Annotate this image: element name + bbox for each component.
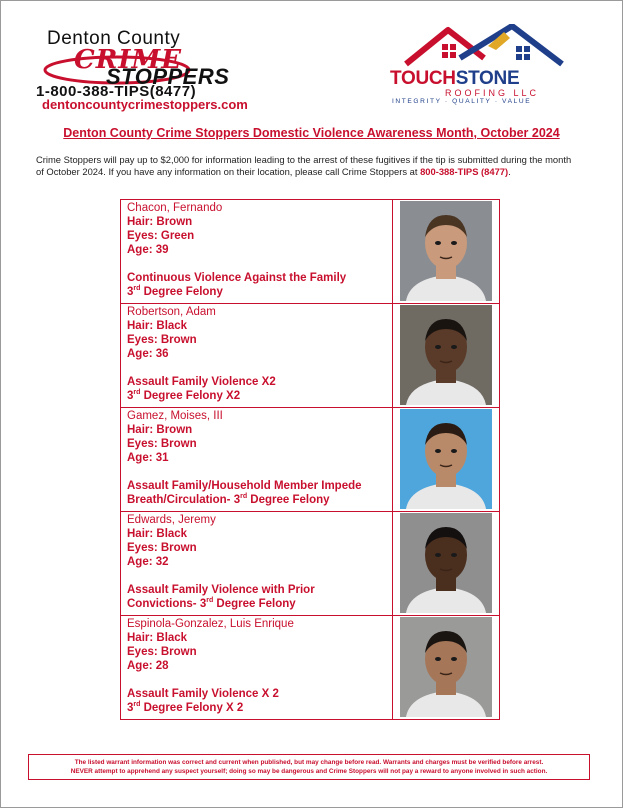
fugitive-charge-degree: 3rd Degree Felony [127, 285, 223, 298]
fugitive-charge: Assault Family Violence X 2 [127, 688, 279, 700]
fugitive-info [121, 408, 393, 512]
fugitive-row [121, 200, 500, 304]
fugitive-hair: Hair: Black [127, 632, 188, 644]
touchstone-name: TOUCHSTONE [390, 68, 520, 89]
logo-phone-text: 1-800-388-TIPS(8477) [36, 83, 197, 100]
fugitive-eyes: Eyes: Brown [127, 334, 197, 346]
fugitive-name: Gamez, Moises, III [127, 410, 223, 422]
fugitive-hair: Hair: Brown [127, 216, 193, 228]
roof-icon [404, 24, 564, 70]
fugitive-eyes: Eyes: Green [127, 230, 195, 242]
intro-paragraph: Crime Stoppers will pay up to $2,000 for information leading to the arrest of these fugitives if the tip is submitted during the month of October 2024. If you have any information on their location, please call Crime Stoppers at 800-388-TIPS (8477). [36, 154, 572, 177]
mugshot-photo [400, 513, 492, 613]
fugitive-hair: Hair: Brown [127, 424, 193, 436]
fugitive-hair: Hair: Black [127, 528, 188, 540]
mugshot-photo [400, 617, 492, 717]
fugitive-row [121, 408, 500, 512]
logo-county-text: Denton County [47, 28, 181, 49]
fugitive-age: Age: 32 [127, 556, 169, 568]
fugitive-info [121, 512, 393, 616]
fugitive-name: Espinola-Gonzalez, Luis Enrique [127, 618, 294, 630]
fugitive-age: Age: 31 [127, 452, 169, 464]
fugitive-eyes: Eyes: Brown [127, 438, 197, 450]
fugitive-table [120, 199, 500, 720]
fugitive-eyes: Eyes: Brown [127, 542, 197, 554]
fugitive-photo-cell [393, 408, 500, 512]
fugitive-info [121, 200, 393, 304]
fugitive-photo-cell [393, 200, 500, 304]
fugitive-info [121, 616, 393, 720]
fugitive-charge-degree: 3rd Degree Felony X2 [127, 389, 241, 402]
page-title: Denton County Crime Stoppers Domestic Violence Awareness Month, October 2024 [63, 126, 560, 140]
touchstone-sub: ROOFING LLC [445, 88, 540, 98]
touchstone-roofing-logo [390, 24, 576, 108]
fugitive-charge: Assault Family Violence with Prior [127, 584, 315, 596]
mugshot-photo [400, 409, 492, 509]
logo-url-text: dentoncountycrimestoppers.com [42, 97, 248, 112]
logo-stoppers-text: STOPPERS [106, 64, 230, 89]
fugitive-photo-cell [393, 616, 500, 720]
fugitive-photo-cell [393, 512, 500, 616]
touchstone-tagline: INTEGRITY · QUALITY · VALUE [392, 98, 532, 105]
disclaimer-line-1: The listed warrant information was correct and current when published, but may change before read. Warrants and charges must be verified before arrest. [74, 759, 544, 766]
fugitive-name: Edwards, Jeremy [127, 514, 216, 526]
fugitive-charge: Continuous Violence Against the Family [127, 272, 347, 284]
mugshot-photo [400, 201, 492, 301]
mugshot-photo [400, 305, 492, 405]
fugitive-row [121, 512, 500, 616]
fugitive-charge-degree: Breath/Circulation- 3rd Degree Felony [127, 493, 330, 506]
fugitive-charge: Assault Family Violence X2 [127, 376, 276, 388]
fugitive-charge-degree: Convictions- 3rd Degree Felony [127, 597, 296, 610]
fugitive-name: Robertson, Adam [127, 306, 216, 318]
fugitive-eyes: Eyes: Brown [127, 646, 197, 658]
disclaimer-box [28, 754, 590, 780]
fugitive-name: Chacon, Fernando [127, 202, 223, 214]
fugitive-age: Age: 28 [127, 660, 169, 672]
crime-stoppers-logo [36, 28, 296, 110]
fugitive-row [121, 616, 500, 720]
disclaimer-line-2: NEVER attempt to apprehend any suspect yourself; doing so may be dangerous and Crime Stoppers will not pay a reward to anyone involved in such action. [70, 768, 548, 775]
fugitive-age: Age: 36 [127, 348, 169, 360]
fugitive-charge-degree: 3rd Degree Felony X 2 [127, 701, 244, 714]
logo-crime-text: CRIME [74, 45, 183, 75]
fugitive-photo-cell [393, 304, 500, 408]
fugitive-info [121, 304, 393, 408]
fugitive-row [121, 304, 500, 408]
fugitive-hair: Hair: Black [127, 320, 188, 332]
fugitive-age: Age: 39 [127, 244, 169, 256]
tips-phone: 800-388-TIPS (8477) [420, 166, 509, 177]
fugitive-charge: Assault Family/Household Member Impede [127, 480, 362, 492]
